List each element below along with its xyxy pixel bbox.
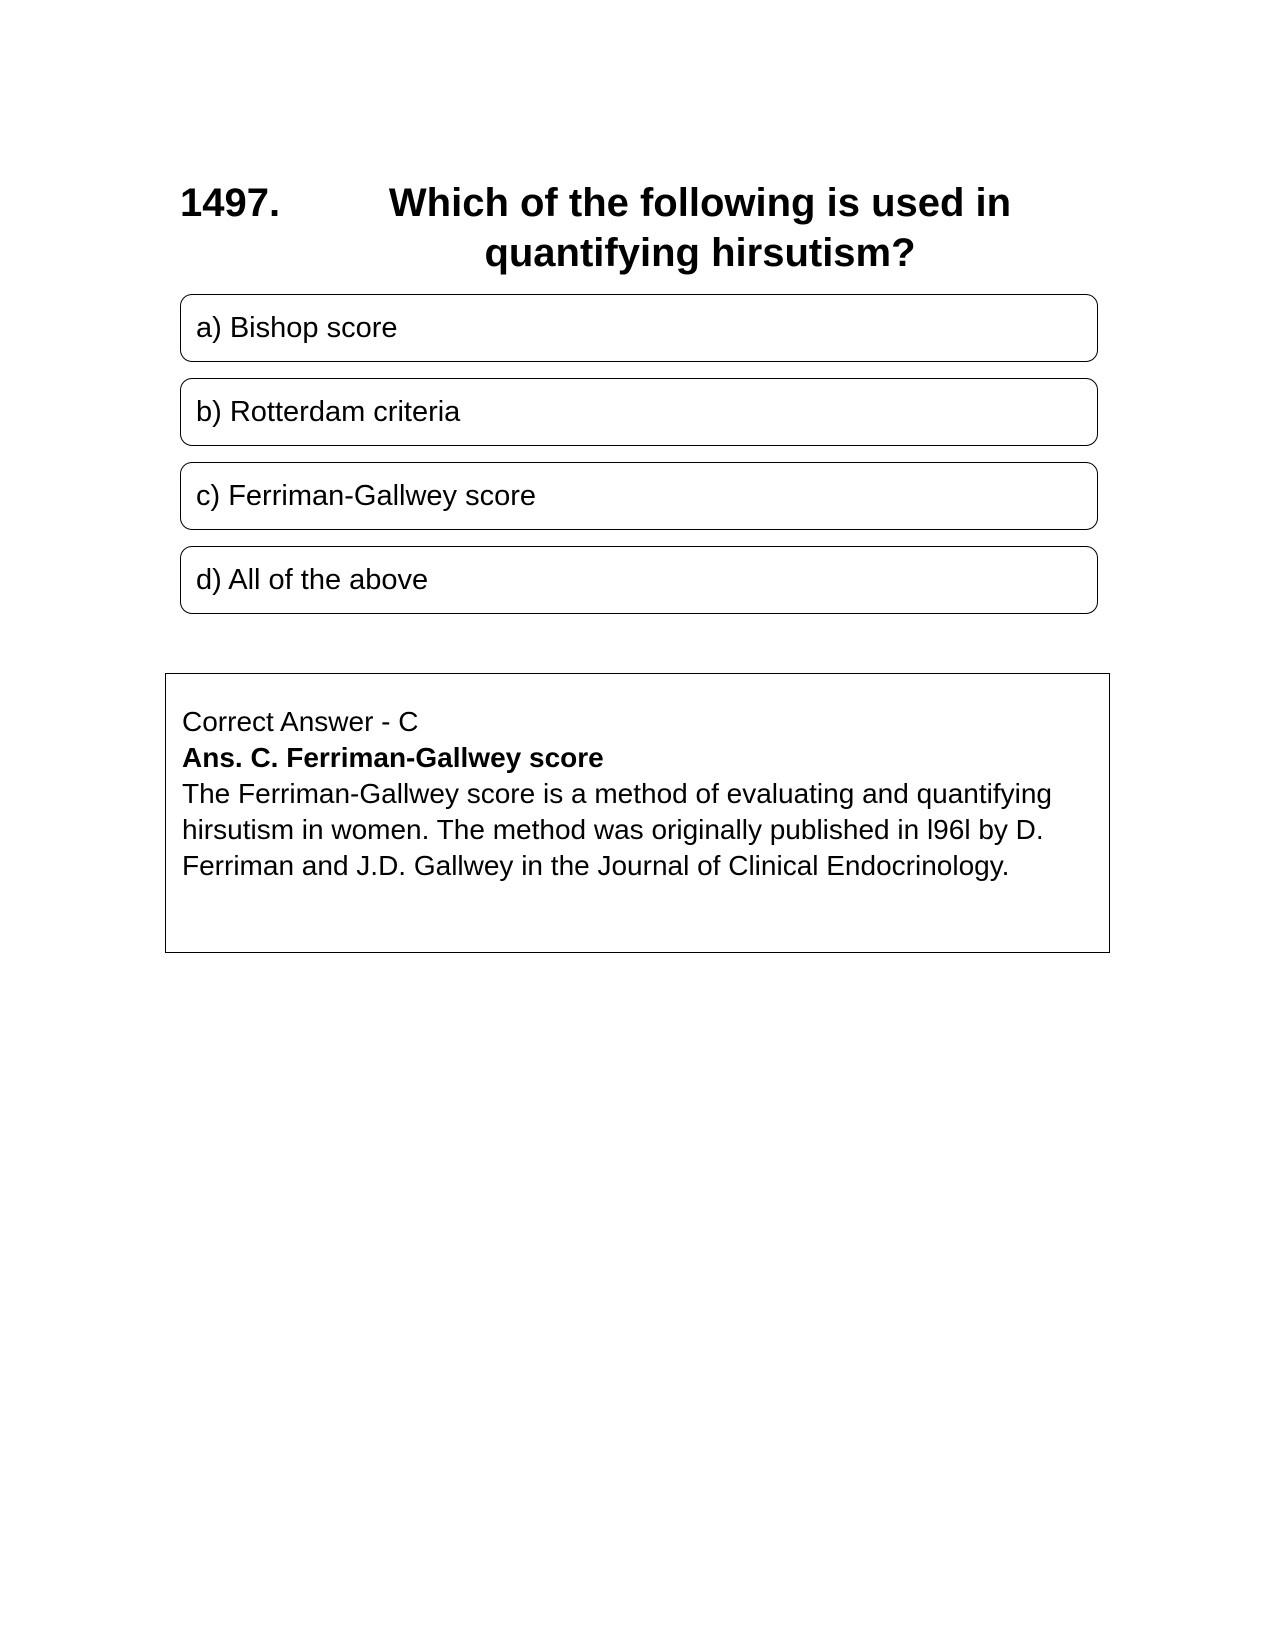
option-c[interactable]: c) Ferriman-Gallwey score xyxy=(180,462,1098,530)
option-b[interactable]: b) Rotterdam criteria xyxy=(180,378,1098,446)
question-text: Which of the following is used in quantifying hirsutism? xyxy=(388,181,1012,275)
answer-heading: Ans. C. Ferriman-Gallwey score xyxy=(182,742,604,773)
options-list xyxy=(180,294,1098,630)
question-number: 1497. xyxy=(180,181,281,225)
option-d[interactable]: d) All of the above xyxy=(180,546,1098,614)
option-a[interactable]: a) Bishop score xyxy=(180,294,1098,362)
correct-answer: Correct Answer - C xyxy=(182,706,419,737)
answer-box xyxy=(165,673,1110,953)
answer-explanation: The Ferriman-Gallwey score is a method of evaluating and quantifying hirsutism in women. The method was originally published in l96l by D. Ferriman and J.D. Gallwey in the Journal of Clinical Endocrinology. xyxy=(182,778,1052,881)
